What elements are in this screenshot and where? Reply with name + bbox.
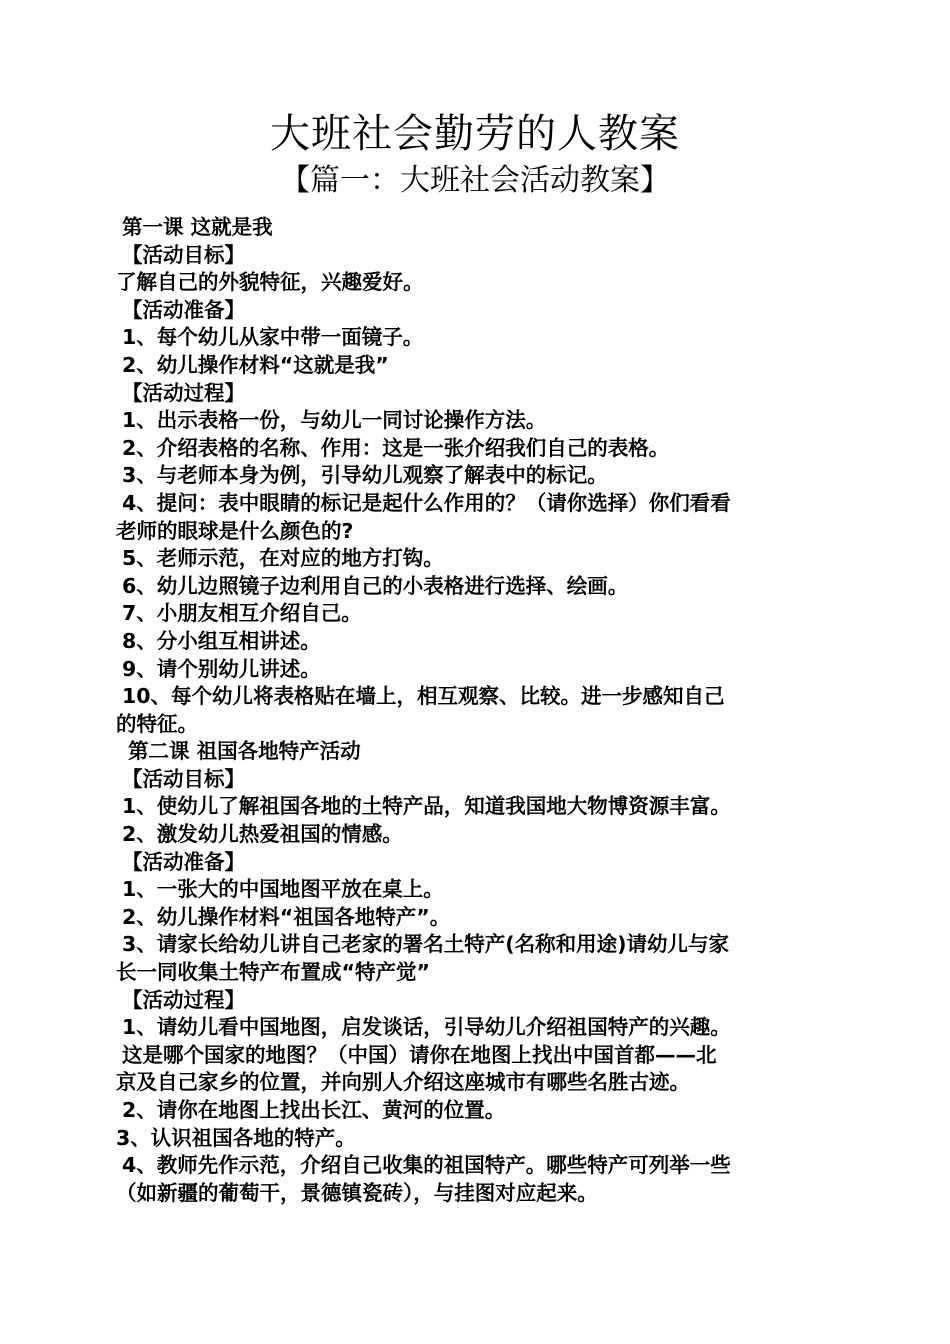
list-item: 10、每个幼儿将表格贴在墙上，相互观察、比较。进一步感知自己: [122, 684, 725, 709]
lesson-heading: 第二课 祖国各地特产活动: [128, 739, 361, 764]
section-heading: 【活动目标】: [122, 242, 245, 267]
list-item-continuation: 老师的眼球是什么颜色的?: [116, 518, 354, 543]
list-item-continuation: 京及自己家乡的位置，并向别人介绍这座城市有哪些名胜古迹。: [116, 1070, 690, 1095]
list-item: 2、幼儿操作材料“祖国各地特产”。: [122, 904, 451, 929]
section-heading: 【活动过程】: [122, 987, 245, 1012]
list-item-continuation: 长一同收集土特产布置成“特产觉”: [116, 960, 430, 985]
list-item: 2、介绍表格的名称、作用：这是一张介绍我们自己的表格。: [122, 435, 670, 460]
section-heading: 【活动目标】: [122, 766, 245, 791]
lesson-heading: 第一课 这就是我: [122, 215, 273, 239]
list-item: 2、激发幼儿热爱祖国的情感。: [122, 822, 403, 847]
list-item: 2、幼儿操作材料“这就是我”: [122, 352, 389, 377]
list-item: 1、每个幼儿从家中带一面镜子。: [122, 325, 424, 350]
paragraph-line: 了解自己的外貌特征，兴趣爱好。: [116, 270, 424, 295]
list-item: 3、请家长给幼儿讲自己老家的署名土特产(名称和用途)请幼儿与家: [122, 932, 730, 957]
list-item: 4、教师先作示范，介绍自己收集的祖国特产。哪些特产可列举一些: [122, 1153, 731, 1178]
list-item-continuation: 的特征。: [116, 711, 198, 736]
list-item: 7、小朋友相互介绍自己。: [122, 601, 362, 626]
section-heading: 【活动准备】: [122, 297, 245, 322]
list-item: 1、出示表格一份，与幼儿一同讨论操作方法。: [122, 408, 547, 433]
list-item: 3、认识祖国各地的特产。: [116, 1125, 356, 1150]
list-item-continuation: 这是哪个国家的地图？（中国）请你在地图上找出中国首都——北: [122, 1042, 717, 1067]
list-item: 1、使幼儿了解祖国各地的土特产品，知道我国地大物博资源丰富。: [122, 794, 731, 819]
list-item: 4、提问：表中眼睛的标记是起什么作用的？（请你选择）你们看看: [122, 490, 731, 515]
document-title: 大班社会勤劳的人教案: [270, 111, 680, 157]
document-subtitle: 【篇一：大班社会活动教案】: [280, 163, 670, 198]
list-item: 5、老师示范，在对应的地方打钩。: [122, 546, 444, 571]
list-item: 2、请你在地图上找出长江、黄河的位置。: [122, 1098, 506, 1122]
list-item: 1、请幼儿看中国地图，启发谈话，引导幼儿介绍祖国特产的兴趣。: [122, 1015, 731, 1040]
list-item: 8、分小组互相讲述。: [122, 628, 321, 653]
list-item: 6、幼儿边照镜子边利用自己的小表格进行选择、绘画。: [122, 573, 629, 598]
list-item-continuation: （如新疆的葡萄干，景德镇瓷砖），与挂图对应起来。: [116, 1180, 598, 1205]
section-heading: 【活动过程】: [122, 380, 245, 405]
list-item: 9、请个别幼儿讲述。: [122, 656, 321, 681]
list-item: 1、一张大的中国地图平放在桌上。: [122, 877, 444, 902]
list-item: 3、与老师本身为例，引导幼儿观察了解表中的标记。: [122, 463, 608, 488]
section-heading: 【活动准备】: [122, 849, 245, 874]
document-body: [116, 214, 836, 1207]
